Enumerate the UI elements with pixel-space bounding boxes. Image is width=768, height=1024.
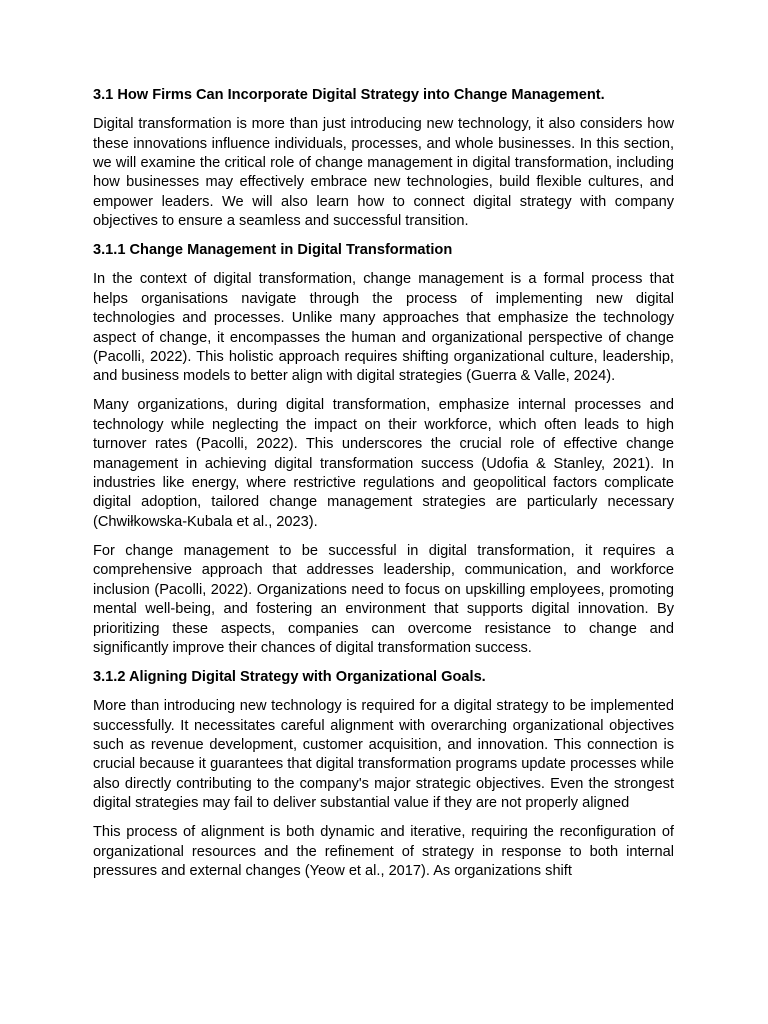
paragraph-change-management-definition: In the context of digital transformation, change management is a formal process that helps organisations navigate through the process of implementing new digital technologies and processes. Unlike many approaches that emphasize the technology aspect of change, it encompasses the human and organizational perspective of change (Pacolli, 2022). This holistic approach requires shifting organizational culture, leadership, and business models to better align with digital strategies (Guerra & Valle, 2024).	[93, 271, 674, 385]
section-heading-3-1-2: 3.1.2 Aligning Digital Strategy with Organizational Goals.	[93, 669, 486, 686]
paragraph-alignment-importance: More than introducing new technology is required for a digital strategy to be implemented successfully. It necessitates careful alignment with overarching organizational objectives such as revenue development, customer acquisition, and innovation. This connection is crucial because it guarantees that digital transformation programs update processes while also directly contributing to the company's major strategic objectives. Even the strongest digital strategies may fail to deliver substantial value if they are not properly aligned	[93, 698, 674, 812]
section-heading-3-1-1: 3.1.1 Change Management in Digital Transformation	[93, 242, 453, 259]
paragraph-intro: Digital transformation is more than just introducing new technology, it also considers how these innovations influence individuals, processes, and whole businesses. In this section, we will examine the critical role of change management in digital transformation, including how businesses may effectively embrace new technologies, build flexible cultures, and empower leaders. We will also learn how to connect digital strategy with company objectives to ensure a seamless and successful transition.	[93, 116, 674, 230]
paragraph-workforce-impact: Many organizations, during digital transformation, emphasize internal processes and technology while neglecting the impact on their workforce, which often leads to high turnover rates (Pacolli, 2022). This underscores the crucial role of effective change management in achieving digital transformation success (Udofia & Stanley, 2021). In industries like energy, where restrictive regulations and geopolitical factors complicate digital adoption, tailored change management strategies are particularly necessary (Chwiłkowska-Kubala et al., 2023).	[93, 397, 674, 530]
section-heading-3-1: 3.1 How Firms Can Incorporate Digital Strategy into Change Management.	[93, 87, 605, 103]
paragraph-comprehensive-approach: For change management to be successful in digital transformation, it requires a comprehensive approach that addresses leadership, communication, and workforce inclusion (Pacolli, 2022). Organizations need to focus on upskilling employees, promoting mental well-being, and fostering an environment that supports digital innovation. By prioritizing these aspects, companies can overcome resistance to change and significantly improve their chances of digital transformation success.	[93, 542, 674, 656]
paragraph-alignment-process: This process of alignment is both dynamic and iterative, requiring the reconfiguration of organizational resources and the refinement of strategy in response to both internal pressures and external changes (Yeow et al., 2017). As organizations shift	[93, 824, 674, 880]
document-page	[93, 86, 674, 891]
